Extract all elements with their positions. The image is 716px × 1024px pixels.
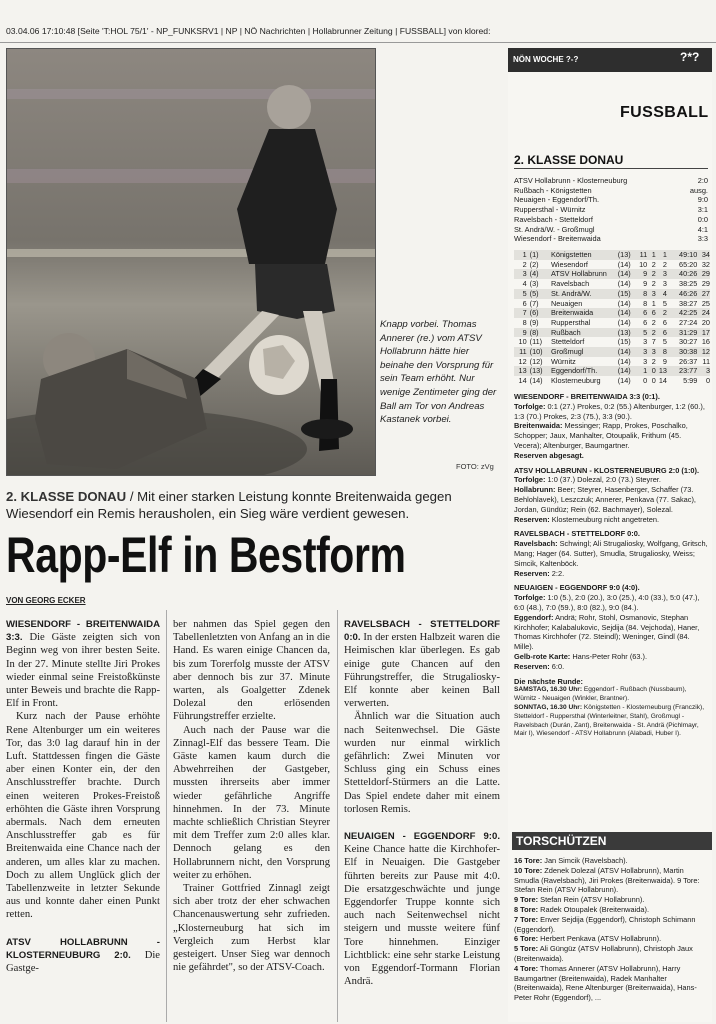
table-cell: 49:10 [679, 250, 698, 259]
fixture-score: 3:3 [697, 234, 708, 244]
kicker-label: 2. KLASSE DONAU [6, 489, 127, 504]
table-cell: Breitenwaida [551, 308, 594, 318]
table-cell: 9 [643, 279, 648, 289]
report-label: Reserven: [514, 514, 550, 524]
fixture-match: Neuaigen - Eggendorf/Th. [514, 195, 600, 205]
report-line [514, 421, 708, 450]
fixture-score: 4:1 [697, 224, 708, 234]
table-cell: 8 [522, 317, 527, 327]
scorer-names: Thomas Annerer (ATSV Hollabrunn), Harry Baumgartner (Breitenwaida), Radek Manhalter (Breitenwaida), Rene Altenburger (Breitenwaida), Hans-Peter Rohr (Eggendorf), ... [514, 963, 697, 1003]
fixture-row [514, 225, 708, 235]
table-cell: 1 [651, 298, 656, 308]
table-cell: 40:26 [679, 269, 698, 279]
paragraph: Die Gastge- [6, 949, 160, 975]
report-text: 0:1 (27.) Prokes, 0:2 (55.) Altenburger, 1:2 (60.), 1:3 (70.) Prokes, 2:3 (75.), 3:3 (90.). [514, 401, 705, 421]
scorer-names: Ali Güngüz (ATSV Hollabrunn), Christoph Jaux (Breitenwaida). [514, 944, 693, 963]
table-cell: (13) [617, 327, 631, 337]
report-text: Messinger; Rapp, Prokes, Poschalko, Schopper; Jaux, Manhalter, Otoupalik, Frithum (45. Vecera); Altenburger, Baumgartner. [514, 421, 688, 450]
table-cell: Eggendorf/Th. [551, 366, 598, 376]
table-row [514, 250, 710, 260]
report-line [514, 402, 708, 422]
fixture-row [514, 234, 708, 244]
kicker-text: Mit einer starken Leistung konnte Breitenwaida gegen Wiesendorf ein Remis herausholen, ein Sieg wäre verdient gewesen. [6, 489, 452, 521]
scorers-list [514, 856, 708, 1003]
report-text: 2:2. [549, 568, 565, 578]
scorer-line [514, 895, 708, 905]
article-kicker [6, 488, 486, 522]
table-row [514, 269, 710, 279]
report-line [514, 613, 708, 652]
report-text: Schwingl; Ali Strugaliosky, Wolfgang, Gritsch, Mang; Hager (64. Sutter), Smudla, Strugaliosky, Weiss; Simcik, Kaltenböck. [514, 539, 708, 568]
table-cell: 9 [662, 356, 667, 366]
scorer-line [514, 934, 708, 944]
table-cell: 25 [701, 298, 710, 308]
table-cell: 38:25 [679, 279, 698, 289]
report-label: Reserven abgesagt. [514, 450, 584, 460]
table-cell: 2 [651, 356, 656, 366]
table-cell: Würnitz [551, 356, 576, 366]
match-heading: WIESENDORF - BREITENWAIDA 3:3. [6, 619, 160, 644]
scorer-names: Stefan Rein (ATSV Hollabrunn). [538, 895, 645, 905]
table-cell: 2 [522, 259, 527, 269]
column-divider [166, 610, 167, 1022]
scorer-line [514, 905, 708, 915]
table-cell: Stetteldorf [551, 337, 585, 347]
table-cell: 11 [519, 347, 527, 357]
table-cell: 9 [522, 327, 527, 337]
table-cell: (7) [529, 298, 539, 308]
table-row [514, 299, 710, 309]
paragraph: Keine Chance hatte die Kirchhofer-Elf in Neuaigen. Die Gastgeber führten bereits zur Pause mit 4:0. Die ersatzgeschwächte und junge Eggendorfer Truppe konnte sich auch nach Seitenwechsel nicht steigern und musste weitere fünf Tore hinnehmen. Einziger Lichtblick: eine sehr starke Leistung von Eggendorf-Tormann Florian Andrä. [344, 844, 500, 988]
report-label: Torfolge: [514, 401, 546, 411]
fixture-row [514, 195, 708, 205]
table-cell: 3 [662, 269, 667, 279]
table-cell: 1 [651, 250, 656, 259]
table-row [514, 347, 710, 357]
table-cell: (8) [529, 327, 539, 337]
table-cell: 6 [651, 308, 656, 318]
scorer-names: Enver Sejdija (Eggendorf), Christoph Schimann (Eggendorf). [514, 914, 696, 934]
table-cell: ATSV Hollabrunn [551, 269, 607, 279]
table-row [514, 318, 710, 328]
report-line [514, 652, 708, 662]
table-cell: 0 [651, 366, 656, 376]
table-cell: 9 [643, 269, 648, 279]
report-label: Reserven: [514, 661, 550, 671]
table-cell: 6 [643, 317, 648, 327]
report-line [514, 593, 708, 613]
report-text: Hans-Peter Rohr (63.). [570, 651, 648, 661]
paragraph: Ähnlich war die Situation auch nach Seitenwechsel. Die Gäste wurden nur einmal wirklich gefährlich: Zwei Minuten vor Schluss ging ein Schuss eines Stetteldorf-Stürmers an die Latte. Das Spiel endete daher mit einem torlosen Remis. [344, 711, 500, 815]
table-cell: 3 [662, 279, 667, 289]
table-cell: 13 [658, 366, 667, 376]
paragraph: In der ersten Halbzeit waren die Heimischen klar überlegen. Es gab einige gute Chancen auf den Führungstreffer, die Strugaliosky-Elf konnte aber keinen Ball verwerten. [344, 632, 501, 710]
fixture-match: ATSV Hollabrunn - Klosterneuburg [514, 176, 628, 185]
table-cell: 7 [651, 337, 656, 347]
next-round-day: SAMSTAG, 16.30 Uhr: [514, 686, 583, 694]
table-cell: Rußbach [551, 327, 581, 337]
scorer-count: 10 Tore: [514, 865, 543, 875]
table-cell: 2 [662, 259, 667, 269]
table-cell: (13) [617, 250, 631, 259]
league-table [514, 250, 710, 386]
table-cell: 3 [643, 337, 648, 347]
table-cell: (14) [617, 356, 631, 366]
article-byline: VON GEORG ECKER [6, 596, 86, 605]
fixture-match: Ravelsbach - Stetteldorf [514, 214, 593, 224]
match-heading: ATSV HOLLABRUNN - KLOSTERNEUBURG 2:0. [6, 936, 160, 961]
table-cell: 5 [522, 288, 527, 298]
fixture-score: ausg. [689, 185, 708, 195]
table-cell: 6 [662, 317, 667, 327]
table-cell: 5:99 [683, 376, 698, 386]
table-cell: 0 [705, 376, 710, 386]
photo-credit: FOTO: zVg [456, 462, 494, 471]
table-cell: 2 [662, 308, 667, 318]
fixtures-list [514, 176, 708, 244]
paragraph: Auch nach der Pause war die Zinnagl-Elf das bessere Team. Die Gäste kamen kaum durch die Abwehrreihen der Gastgeber, mussten ihrerseits aber immer wieder gefährliche Angriffe hinnehmen. In der 73. Minute machte schließlich Christian Steyrer mit dem Treffer zum 2:0 alles klar. Dennoch gelang es den Hollabrunnern nicht, den Vorsprung weiter zu erhöhen. [173, 724, 330, 881]
scorer-count: 9 Tore: [514, 895, 539, 905]
table-cell: 42:25 [679, 308, 698, 318]
report-heading: WIESENDORF - BREITENWAIDA 3:3 (0:1). [514, 392, 660, 401]
table-cell: Neuaigen [551, 298, 583, 308]
report-line [514, 569, 708, 579]
table-cell: 31:29 [679, 327, 698, 337]
kicker-separator: / [126, 489, 138, 504]
table-cell: 27 [701, 288, 710, 298]
report-heading: NEUAIGEN - EGGENDORF 9:0 (4:0). [514, 583, 640, 593]
sidebar-kicker: NÖN WOCHE ?-? [513, 55, 579, 64]
next-round-text: Eggendorf - Rußbach (Nussbaum), Würnitz - Neuaigen (Winkler, Brantner). [514, 686, 687, 703]
scorer-names: Radek Otoupalek (Breitenwaida). [538, 904, 650, 914]
table-cell: (14) [617, 259, 631, 269]
report-line [514, 451, 708, 461]
table-cell: (6) [529, 308, 539, 318]
table-row [514, 308, 710, 318]
table-cell: 3 [651, 288, 656, 298]
next-round-day: SONNTAG, 16.30 Uhr: [514, 703, 583, 711]
scorers-heading: TORSCHÜTZEN [516, 834, 607, 848]
fixture-match: Wiesendorf - Breitenwaida [514, 234, 601, 244]
fixture-row [514, 215, 708, 225]
report-text: Andrä; Rohr, Stohl, Osmanovic, Stephan Kirchhofer; Kalabalukovic, Sejdija (84. Vejchoda), Haner, Thomas Kirchhofer (72. Steindl); Weninger, Gindl (84. Mille). [514, 612, 700, 652]
match-photo-illustration [7, 49, 375, 475]
table-cell: 6 [522, 298, 527, 308]
next-round-heading: Die nächste Runde: [514, 676, 583, 686]
table-cell: 12 [701, 347, 710, 357]
league-divider [514, 168, 708, 169]
table-cell: 30:38 [679, 347, 698, 357]
fixture-score: 9:0 [697, 195, 708, 205]
league-heading: 2. KLASSE DONAU [514, 153, 624, 167]
scorer-count: 5 Tore: [514, 944, 539, 954]
report-text: 6:0. [549, 661, 565, 671]
table-cell: (14) [529, 376, 543, 386]
report-line [514, 662, 708, 672]
table-cell: 5 [662, 337, 667, 347]
report-label: Torfolge: [514, 475, 546, 485]
table-row [514, 279, 710, 289]
header-divider [0, 42, 716, 43]
table-cell: (15) [617, 288, 631, 298]
table-cell: 26:37 [679, 356, 698, 366]
report-label: Gelb-rote Karte: [514, 651, 571, 661]
report-label: Eggendorf: [514, 612, 554, 622]
table-cell: (14) [617, 366, 631, 376]
table-cell: 3 [643, 347, 648, 357]
fixture-row [514, 176, 708, 186]
paragraph: Kurz nach der Pause erhöhte Rene Altenburger um ein weiteres Tor, das 3:0 lag darauf hin in der Luft. Stattdessen fingen die Gäste aber einen Konter ein, der den Anschlusstreffer brachte. Durch einen weiteren Prokes-Freistoß erhöhten die Gäste ihren Vorsprung abermals. Nach dem erneuten Anschlusstreffer gab es für Breitenwaida eine Chance nach der anderen, um alles klar zu machen. Doch zu allem Unglück glich der Tabellenzweite in letzter Sekunde aus und konnte daher einen Punkt retten. [6, 711, 160, 921]
report-text: Klosterneuburg nicht angetreten. [549, 514, 660, 524]
article-column-1 [6, 618, 160, 975]
table-cell: 1 [522, 250, 527, 259]
table-cell: 38:27 [679, 298, 698, 308]
table-cell: 8 [662, 347, 667, 357]
article-headline: Rapp-Elf in Bestform [6, 527, 406, 583]
table-cell: Königstetten [551, 250, 592, 259]
report-label: Torfolge: [514, 593, 546, 603]
scorer-count: 4 Tore: [514, 963, 539, 973]
table-cell: 2 [651, 327, 656, 337]
paragraph: Die Gäste zeigten sich von Beginn weg von ihrer besten Seite. In der 27. Minute stellte Jiri Prokes wieder einmal seine Freistoßkünste unter Beweis und brachte die Rapp-Elf in Front. [6, 632, 160, 710]
scorer-names: Jan Simcik (Ravelsbach). [542, 856, 628, 865]
table-row [514, 337, 710, 347]
table-cell: 14 [658, 376, 667, 386]
table-cell: 7 [522, 308, 527, 318]
table-cell: (9) [529, 317, 539, 327]
fixture-match: Ruppersthal - Würnitz [514, 205, 586, 215]
table-cell: (14) [617, 308, 631, 318]
table-cell: (11) [529, 337, 543, 347]
fixture-match: St. Andrä/W. - Großmugl [514, 224, 595, 234]
report-heading: RAVELSBACH - STETTELDORF 0:0. [514, 529, 640, 539]
report-text: Beer; Steyrer, Hasenberger, Schaffer (73. Behlohlavek), Leszczuk; Annerer, Penkava (77. Sakac), Jordan, Gündüz; Rein (62. Bachmayer), Solezal. [514, 485, 696, 514]
table-cell: 2 [651, 269, 656, 279]
sidebar-title: FUSSBALL [620, 104, 709, 121]
table-cell: 29 [701, 269, 710, 279]
table-cell: 5 [643, 327, 648, 337]
fixture-score: 0:0 [697, 214, 708, 224]
table-cell: (14) [617, 317, 631, 327]
next-round-line [514, 686, 708, 704]
report-label: Reserven: [514, 568, 550, 578]
table-cell: 8 [643, 288, 648, 298]
table-cell: 24 [701, 308, 710, 318]
article-column-2 [173, 618, 330, 974]
table-cell: 16 [701, 337, 710, 347]
scorer-line [514, 866, 708, 895]
table-cell: 8 [643, 298, 648, 308]
article-column-3 [344, 618, 500, 988]
table-cell: (14) [617, 347, 631, 357]
table-cell: 2 [651, 317, 656, 327]
next-round-line [514, 704, 708, 739]
table-cell: Wiesendorf [551, 259, 588, 269]
fixture-match: Rußbach - Königstetten [514, 185, 592, 195]
table-cell: 4 [522, 279, 527, 289]
paragraph: Trainer Gottfried Zinnagl zeigt sich aber trotz der eher schwachen Chancenauswertung sehr zufrieden. „Klosterneuburg hat sich im Vergleich zum Herbst klar gesteigert. Unser Sieg war dennoch nie gefährdet", so der ATSV-Coach. [173, 883, 330, 974]
page-header-line: 03.04.06 17:10:48 [Seite 'T:HOL 75/1' - NP_FUNKSRV1 | NP | NÖ Nachrichten | Hollabrunner Zeitung | FUSSBALL] von klored: [6, 26, 491, 36]
table-cell: 4 [662, 288, 667, 298]
match-reports [514, 392, 708, 739]
table-cell: 3 [651, 347, 656, 357]
scorer-names: Zdenek Dolezal (ATSV Hollabrunn), Martin Smudla (Ravelsbach), Jiri Prokes (Breitenwaida). 9 Tore: Stefan Rein (ATSV Hollabrunn). [514, 865, 700, 895]
table-cell: 30:27 [679, 337, 698, 347]
table-cell: (13) [529, 366, 543, 376]
table-cell: (14) [617, 298, 631, 308]
sidebar-badge: ?*? [680, 50, 700, 64]
table-cell: (1) [529, 250, 539, 259]
table-row [514, 260, 710, 270]
report-label: Breitenwaida: [514, 421, 563, 431]
report-line [514, 515, 708, 525]
table-cell: 1 [662, 250, 667, 259]
report-label: Ravelsbach: [514, 539, 558, 549]
table-cell: 46:26 [679, 288, 698, 298]
column-divider [337, 610, 338, 1022]
table-cell: St. Andrä/W. [551, 288, 592, 298]
paragraph: ber nahmen das Spiel gegen den Tabellenletzten von Anfang an in die Hand. Es waren einige Chancen da, bis zum Torerfolg musste der ATSV aber dennoch bis zur 37. Minute warten, als Goalgetter Zdenek Dolezal den erlösenden Führungstreffer erzielte. [173, 619, 330, 723]
scorer-count: 6 Tore: [514, 934, 539, 944]
table-cell: (12) [529, 356, 543, 366]
table-cell: 0 [651, 376, 656, 386]
scorer-line [514, 915, 708, 935]
table-cell: 6 [662, 327, 667, 337]
table-cell: 13 [518, 366, 527, 376]
table-cell: 29 [701, 279, 710, 289]
table-cell: (14) [617, 376, 631, 386]
table-cell: 20 [701, 317, 710, 327]
match-heading: RAVELSBACH - STETTELDORF 0:0. [344, 619, 500, 644]
table-cell: (14) [617, 279, 631, 289]
match-heading: NEUAIGEN - EGGENDORF 9:0. [344, 831, 500, 843]
table-cell: 65:20 [679, 259, 698, 269]
report-line [514, 539, 708, 568]
fixture-row [514, 186, 708, 196]
table-cell: 11 [702, 356, 710, 366]
table-cell: Klosterneuburg [551, 376, 601, 386]
table-cell: 2 [651, 259, 656, 269]
table-cell: 5 [662, 298, 667, 308]
table-cell: 12 [518, 356, 527, 366]
report-line [514, 475, 708, 485]
table-cell: 1 [643, 366, 648, 376]
table-cell: 17 [701, 327, 710, 337]
report-line [514, 485, 708, 514]
table-cell: 23:77 [679, 366, 698, 376]
table-cell: Ravelsbach [551, 279, 590, 289]
table-row [514, 376, 710, 386]
scorer-names: Herbert Penkava (ATSV Hollabrunn). [538, 934, 662, 944]
table-cell: (4) [529, 269, 539, 279]
table-cell: 10 [639, 259, 648, 269]
match-photo [6, 48, 376, 476]
table-cell: 2 [651, 279, 656, 289]
fixture-score: 3:1 [697, 205, 708, 215]
table-cell: (5) [529, 288, 539, 298]
table-cell: 14 [518, 376, 527, 386]
table-cell: 0 [643, 376, 648, 386]
scorer-line [514, 856, 708, 866]
report-heading: ATSV HOLLABRUNN - KLOSTERNEUBURG 2:0 (1:0). [514, 465, 700, 475]
table-cell: Ruppersthal [551, 317, 591, 327]
fixture-score: 2:0 [697, 176, 708, 185]
table-cell: 11 [639, 250, 648, 259]
table-cell: 34 [701, 250, 710, 259]
table-cell: 3 [522, 269, 527, 279]
report-text: 1:0 (5.), 2:0 (20.), 3:0 (25.), 4:0 (33.), 5:0 (47.), 6:0 (48.), 7:0 (59.), 8:0 (82.), 9:0 (84.). [514, 593, 700, 612]
table-row [514, 328, 710, 338]
table-cell: 3 [643, 356, 648, 366]
table-cell: (2) [529, 259, 539, 269]
table-cell: (10) [529, 347, 543, 357]
table-cell: (15) [617, 337, 631, 347]
photo-caption: Knapp vorbei. Thomas Annerer (re.) vom ATSV Hollabrunn hätte hier beinahe den Vorsprung für sein Team erhöht. Nur wenige Zentimeter ging der Ball am Tor von Andreas Kastanek vorbei. [380, 319, 497, 426]
scorer-line [514, 944, 708, 964]
table-cell: (14) [617, 269, 631, 279]
fixture-row [514, 205, 708, 215]
report-text: 1:0 (37.) Dolezal, 2:0 (73.) Steyrer. [545, 475, 661, 485]
table-cell: (3) [529, 279, 539, 289]
table-cell: Großmugl [551, 347, 584, 357]
scorer-count: 7 Tore: [514, 914, 539, 924]
table-row [514, 289, 710, 299]
table-cell: 6 [643, 308, 648, 318]
scorer-line [514, 964, 708, 1003]
table-row [514, 366, 710, 376]
scorer-count: 8 Tore: [514, 904, 539, 914]
next-round-text: Königstetten - Klosterneuburg (Franczik), Stetteldorf - Ruppersthal (Winterleitner, Stahl), Großmugl - Ravelsbach (Durán, Zant), Breitenwaida - St. Andrä (Pichlmayr, Mair I), Wiesendorf - ATSV Hollabrunn (Alabadi, Huber I). [514, 703, 705, 738]
table-cell: 3 [705, 366, 710, 376]
scorer-count: 16 Tore: [514, 856, 543, 865]
report-label: Hollabrunn: [514, 485, 556, 495]
table-cell: 27:24 [679, 317, 698, 327]
table-cell: 10 [518, 337, 527, 347]
table-cell: 32 [701, 259, 710, 269]
table-row [514, 357, 710, 367]
